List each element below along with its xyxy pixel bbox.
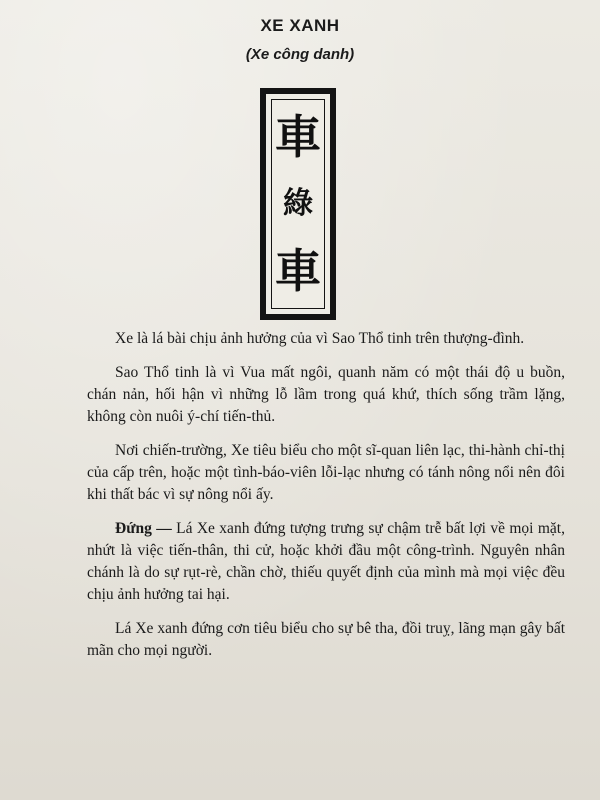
- paragraph: [87, 362, 565, 428]
- paragraph-text: Nơi chiến-trường, Xe tiêu biểu cho một sĩ-quan liên lạc, thi-hành chỉ-thị của cấp trên, hoặc một tình-báo-viên lỗi-lạc nhưng có tánh nông nổi nên đôi khi thất bác vì sự nông nổi ấy.: [87, 442, 565, 503]
- card-glyph-top: 車: [275, 110, 321, 165]
- card-inner-border: [271, 99, 325, 309]
- paragraph: [87, 518, 565, 606]
- paragraph: [87, 618, 565, 662]
- paragraph-text: Lá Xe xanh đứng cơn tiêu biểu cho sự bê tha, đồi truỵ, lãng mạn gây bất mãn cho mọi người.: [87, 620, 565, 659]
- body-text: [87, 328, 565, 674]
- paragraph-lead-standing: Đứng —: [115, 520, 172, 537]
- card-glyph-middle: 綠: [283, 185, 313, 221]
- card-illustration: [260, 88, 336, 320]
- paragraph: [87, 328, 565, 350]
- paragraph-text: Sao Thổ tinh là vì Vua mất ngôi, quanh năm có một thái độ u buồn, chán nản, hối hận vì những lỗ lầm trong quá khứ, thích sống trầm lặng, không còn nuôi ý-chí tiến-thủ.: [87, 364, 565, 425]
- card-glyph-bottom: 車: [275, 243, 321, 298]
- page-title: XE XANH: [260, 16, 340, 35]
- paragraph-text: Xe là lá bài chịu ảnh hưởng của vì Sao Thổ tinh trên thượng-đình.: [115, 330, 525, 347]
- paragraph: [87, 440, 565, 506]
- paragraph-text: Lá Xe xanh đứng tượng trưng sự chậm trễ bất lợi về mọi mặt, nhứt là việc tiến-thân, thi cử, hoặc khởi đầu một công-trình. Nguyên nhân chánh là do sự rụt-rè, chần chờ, thiếu quyết định của mình mà mọi việc đều chịu ảnh hưởng tai hại.: [87, 520, 565, 603]
- page-subtitle: (Xe công danh): [245, 46, 355, 63]
